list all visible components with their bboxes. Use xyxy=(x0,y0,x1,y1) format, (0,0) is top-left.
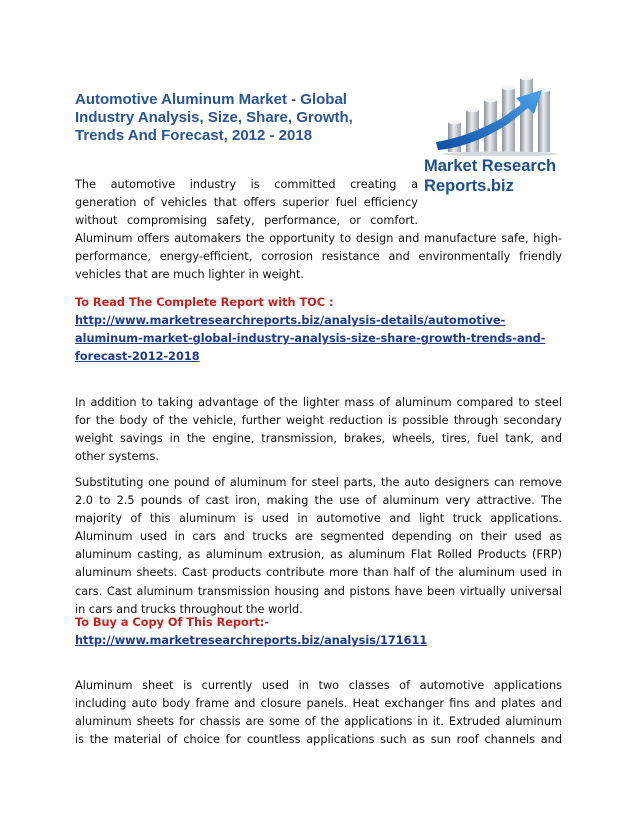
bar-chart-arrow-icon xyxy=(430,68,562,156)
logo-biz-text: .biz xyxy=(486,177,514,195)
text-line: The automotive industry is committed creating a xyxy=(75,178,418,191)
link-line[interactable]: aluminum-market-global-industry-analysis-size-share-growth-trends-and- xyxy=(75,332,546,346)
buy-link[interactable] xyxy=(75,632,562,650)
link-line[interactable]: http://www.marketresearchreports.biz/analysis/171611 xyxy=(75,634,428,647)
title-line: Industry Analysis, Size, Share, Growth, xyxy=(75,109,353,126)
text-line: cars. Cast aluminum transmission housing and pistons have been virtually universal xyxy=(75,584,562,598)
paragraph-substitution xyxy=(75,474,562,619)
paragraph-aluminum-sheet xyxy=(75,677,562,749)
buy-heading: To Buy a Copy Of This Report:- xyxy=(75,616,269,629)
text-line: vehicles that are much lighter in weight. xyxy=(75,268,305,282)
text-line: generation of vehicles that offers superior fuel efficiency xyxy=(75,196,418,210)
text-line: performance, energy-efficient, corrosion resistance and environmentally friendly xyxy=(75,250,562,264)
text-line: Aluminum sheet is currently used in two classes of automotive applications xyxy=(75,679,562,692)
text-line: 2.0 to 2.5 pounds of cast iron, making the use of aluminum very attractive. The xyxy=(75,494,562,508)
text-line: aluminum sheets for chassis are some of the applications in it. Extruded aluminum xyxy=(75,715,562,729)
logo-reports-text: Reports xyxy=(424,177,487,195)
text-line: weight savings in the engine, transmission, brakes, wheels, tires, fuel tank, and xyxy=(75,432,562,446)
link-line[interactable]: http://www.marketresearchreports.biz/analysis-details/automotive- xyxy=(75,314,506,327)
text-line: In addition to taking advantage of the lighter mass of aluminum compared to steel xyxy=(75,396,562,409)
text-line: aluminum sheets. Cast products contribute more than half of the aluminum used in xyxy=(75,566,562,580)
text-line: for the body of the vehicle, further weight reduction is possible through secondary xyxy=(75,414,562,428)
title-line: Automotive Aluminum Market - Global xyxy=(75,91,347,108)
intro-paragraph xyxy=(75,176,562,285)
text-line: in cars and trucks throughout the world. xyxy=(75,602,303,616)
text-line: other systems. xyxy=(75,450,160,464)
toc-link[interactable] xyxy=(75,312,562,366)
text-line: Aluminum offers automakers the opportunity to design and manufacture safe, high- xyxy=(75,232,562,246)
title-line: Trends And Forecast, 2012 - 2018 xyxy=(75,127,313,144)
text-line: aluminum casting, as aluminum extrusion, as aluminum Flat Rolled Products (FRP) xyxy=(75,548,562,562)
text-line: majority of this aluminum is used in automotive and light truck applications. xyxy=(75,512,562,526)
text-line: without compromising safety, performance, or comfort. xyxy=(75,214,418,228)
report-title xyxy=(75,91,395,145)
text-line: is the material of choice for countless applications such as sun roof channels and xyxy=(75,733,562,747)
paragraph-weight-reduction xyxy=(75,394,562,466)
toc-heading: To Read The Complete Report with TOC : xyxy=(75,296,334,309)
link-line[interactable]: forecast-2012-2018 xyxy=(75,350,200,364)
text-line: Substituting one pound of aluminum for steel parts, the auto designers can remove xyxy=(75,476,562,489)
text-line: Aluminum used in cars and trucks are segmented depending on their used as xyxy=(75,530,562,544)
text-line: including auto body frame and closure panels. Heat exchanger fins and plates and xyxy=(75,697,562,711)
logo-line-1: Market Research xyxy=(424,157,557,175)
